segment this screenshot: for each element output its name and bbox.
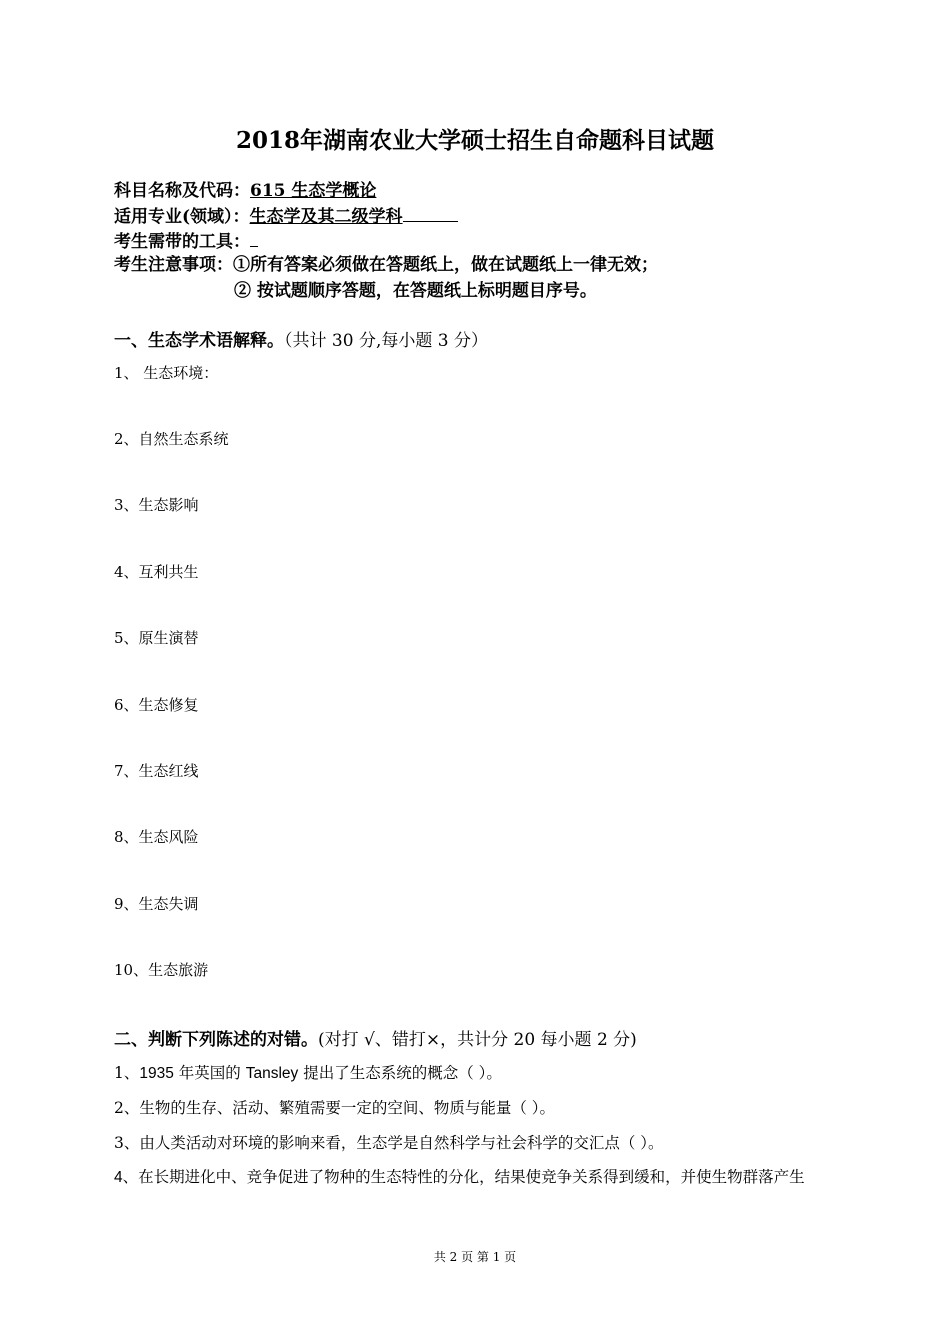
term-item-9: 9、生态失调 — [114, 895, 199, 913]
term-item-7: 7、生态红线 — [114, 762, 199, 780]
major-line — [114, 202, 458, 227]
term-item-5: 5、原生演替 — [114, 629, 199, 647]
term-item-6: 6、生态修复 — [114, 696, 199, 714]
notes-label: 考生注意事项： — [114, 255, 233, 275]
subject-value: 615 生态学概论 — [250, 181, 377, 201]
major-value: 生态学及其二级学科 — [249, 207, 403, 227]
section-2-score: (对打 √、错打×，共计分 20 每小题 2 分) — [318, 1030, 637, 1050]
q1-name: Tansley — [245, 1065, 299, 1082]
major-blank — [403, 207, 458, 222]
judge-question-4 — [114, 1165, 805, 1187]
section-2-heading — [114, 1025, 637, 1050]
section-2-title: 二、判断下列陈述的对错。 — [114, 1030, 318, 1050]
q1-end: 提出了生态系统的概念（ ）。 — [298, 1064, 502, 1082]
term-item-4: 4、互利共生 — [114, 563, 199, 581]
major-label: 适用专业(领域）： — [114, 207, 250, 227]
section-1-heading — [114, 326, 488, 351]
term-item-8: 8、生态风险 — [114, 828, 199, 846]
q4-number: 4 — [114, 1169, 123, 1186]
term-item-3: 3、生态影响 — [114, 496, 199, 514]
term-item-1: 1、 生态环境： — [114, 364, 219, 382]
tools-line — [114, 227, 258, 252]
tools-label: 考生需带的工具： — [114, 232, 250, 252]
note-1: ①所有答案必须做在答题纸上，做在试题纸上一律无效； — [233, 255, 658, 275]
judge-question-1 — [114, 1061, 502, 1083]
q1-mid: 年英国的 — [173, 1064, 246, 1082]
notes-line — [114, 250, 658, 275]
term-item-2: 2、自然生态系统 — [114, 430, 229, 448]
subject-line — [114, 176, 376, 201]
tools-blank — [250, 232, 258, 247]
page-title: 2018年湖南农业大学硕士招生自命题科目试题 — [235, 127, 714, 154]
note-2: ② 按试题顺序答题，在答题纸上标明题目序号。 — [234, 281, 597, 301]
section-1-title: 一、生态学术语解释。 — [114, 331, 284, 351]
subject-label: 科目名称及代码： — [114, 181, 250, 201]
term-item-10: 10、生态旅游 — [114, 961, 209, 979]
q1-number: 1、 — [114, 1064, 140, 1082]
section-1-score: （共计 30 分,每小题 3 分） — [284, 331, 488, 351]
q1-year: 1935 — [139, 1065, 174, 1082]
q4-text: 、在长期进化中、竞争促进了物种的生态特性的分化，结果使竞争关系得到缓和，并使生物群落产生 — [122, 1168, 805, 1186]
judge-question-3: 3、由人类活动对环境的影响来看，生态学是自然科学与社会科学的交汇点（ ）。 — [114, 1134, 664, 1152]
judge-question-2: 2、生物的生存、活动、繁殖需要一定的空间、物质与能量（ ）。 — [114, 1099, 556, 1117]
page-footer: 共 2 页 第 1 页 — [433, 1250, 517, 1264]
